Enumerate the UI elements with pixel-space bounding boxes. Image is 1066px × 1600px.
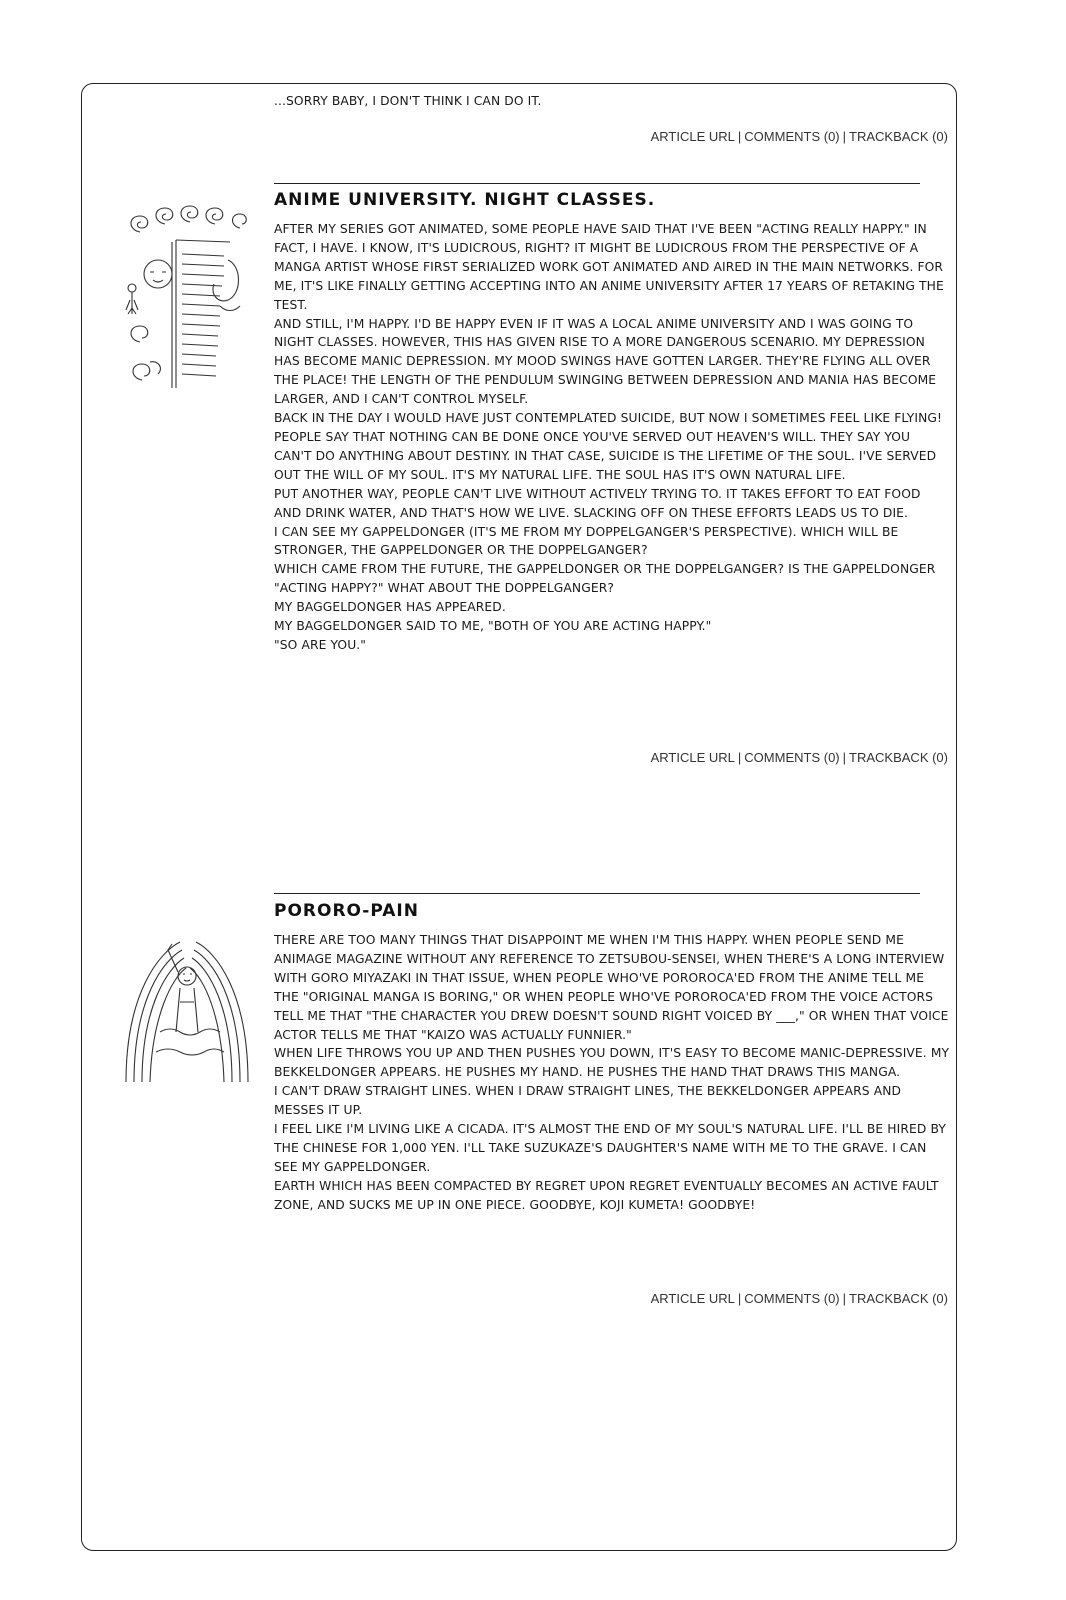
post-paragraph: WHICH CAME FROM THE FUTURE, THE GAPPELDONGER OR THE DOPPELGANGER? IS THE GAPPELDONGER "ACTING HAPPY?" WHAT ABOUT THE DOPPELGANGER? <box>274 562 936 596</box>
comments-link[interactable]: COMMENTS (0) <box>744 750 840 765</box>
post-divider <box>274 893 920 894</box>
meta-separator: | <box>842 129 847 144</box>
intro-line: ...SORRY BABY, I DON'T THINK I CAN DO IT. <box>274 94 542 108</box>
post-title[interactable]: ANIME UNIVERSITY. NIGHT CLASSES. <box>274 190 656 210</box>
trackback-link[interactable]: TRACKBACK (0) <box>849 750 948 765</box>
post-paragraph: "SO ARE YOU." <box>274 637 367 652</box>
post-meta-links <box>651 129 948 144</box>
post-paragraph: PEOPLE SAY THAT NOTHING CAN BE DONE ONCE YOU'VE SERVED OUT HEAVEN'S WILL. THEY SAY YOU CAN'T DO ANYTHING ABOUT DESTINY. IN THAT CASE, SUICIDE IS THE LIFETIME OF THE SOUL. I'VE SERVED OUT THE WILL OF MY SOUL. IT'S MY NATURAL LIFE. THE SOUL HAS IT'S OWN NATURAL LIFE. <box>274 429 937 482</box>
post-paragraph: MY BAGGELDONGER HAS APPEARED. <box>274 600 506 615</box>
post-paragraph: PUT ANOTHER WAY, PEOPLE CAN'T LIVE WITHOUT ACTIVELY TRYING TO. IT TAKES EFFORT TO EAT FOOD AND DRINK WATER, AND THAT'S HOW WE LIVE. SLACKING OFF ON THESE EFFORTS LEADS US TO DIE. <box>274 486 921 520</box>
post-paragraph: WHEN LIFE THROWS YOU UP AND THEN PUSHES YOU DOWN, IT'S EASY TO BECOME MANIC-DEPRESSIVE. MY BEKKELDONGER APPEARS. HE PUSHES MY HAND. HE PUSHES THE HAND THAT DRAWS THIS MANGA. <box>274 1046 950 1080</box>
post-paragraph: AND STILL, I'M HAPPY. I'D BE HAPPY EVEN IF IT WAS A LOCAL ANIME UNIVERSITY AND I WAS GOING TO NIGHT CLASSES. HOWEVER, THIS HAS GIVEN RISE TO A MORE DANGEROUS SCENARIO. MY DEPRESSION HAS BECOME MANIC DEPRESSION. MY MOOD SWINGS HAVE GOTTEN LARGER. THEY'RE FLYING ALL OVER THE PLACE! THE LENGTH OF THE PENDULUM SWINGING BETWEEN DEPRESSION AND MANIA HAS BECOME LARGER, AND I CAN'T CONTROL MYSELF. <box>274 316 937 407</box>
post-paragraph: BACK IN THE DAY I WOULD HAVE JUST CONTEMPLATED SUICIDE, BUT NOW I SOMETIMES FEEL LIKE FLYING! <box>274 411 943 426</box>
comments-link[interactable]: COMMENTS (0) <box>744 129 840 144</box>
post-paragraph: AFTER MY SERIES GOT ANIMATED, SOME PEOPLE HAVE SAID THAT I'VE BEEN "ACTING REALLY HAPPY." IN FACT, I HAVE. I KNOW, IT'S LUDICROUS, RIGHT? IT MIGHT BE LUDICROUS FROM THE PERSPECTIVE OF A MANGA ARTIST WHOSE FIRST SERIALIZED WORK GOT ANIMATED AND AIRED IN THE MAIN NETWORKS. FOR ME, IT'S LIKE FINALLY GETTING ACCEPTING INTO AN ANIME UNIVERSITY AFTER 17 YEARS OF RETAKING THE TEST. <box>274 222 944 312</box>
post-divider <box>274 183 920 184</box>
trackback-link[interactable]: TRACKBACK (0) <box>849 129 948 144</box>
sketch-illustration-night-classes <box>120 202 254 390</box>
comments-link[interactable]: COMMENTS (0) <box>744 1291 840 1306</box>
post-paragraph: MY BAGGELDONGER SAID TO ME, "BOTH OF YOU ARE ACTING HAPPY." <box>274 619 712 634</box>
post-title[interactable]: PORORO-PAIN <box>274 901 419 921</box>
post-meta-links <box>651 1291 948 1306</box>
post-paragraph: I CAN SEE MY GAPPELDONGER (IT'S ME FROM MY DOPPELGANGER'S PERSPECTIVE). WHICH WILL BE STRONGER, THE GAPPELDONGER OR THE DOPPELGANGER? <box>274 524 899 558</box>
article-url-link[interactable]: ARTICLE URL <box>650 1291 735 1306</box>
post-paragraph: THERE ARE TOO MANY THINGS THAT DISAPPOINT ME WHEN I'M THIS HAPPY. WHEN PEOPLE SEND ME ANIMAGE MAGAZINE WITHOUT ANY REFERENCE TO ZETSUBOU-SENSEI, WHEN THERE'S A LONG INTERVIEW WITH GORO MIYAZAKI IN THAT ISSUE, WHEN PEOPLE WHO'VE POROROCA'ED FROM THE ANIME TELL ME THE "ORIGINAL MANGA IS BORING," OR WHEN PEOPLE WHO'VE POROROCA'ED FROM THE VOICE ACTORS TELL ME THAT "THE CHARACTER YOU DREW DOESN'T SOUND RIGHT VOICED BY ___," OR WHEN THAT VOICE ACTOR TELLS ME THAT "KAIZO WAS ACTUALLY FUNNIER." <box>274 933 949 1042</box>
post-meta-links <box>651 750 948 765</box>
article-url-link[interactable]: ARTICLE URL <box>650 750 735 765</box>
article-url-link[interactable]: ARTICLE URL <box>650 129 735 144</box>
post-paragraph: EARTH WHICH HAS BEEN COMPACTED BY REGRET UPON REGRET EVENTUALLY BECOMES AN ACTIVE FAULT ZONE, AND SUCKS ME UP IN ONE PIECE. GOODBYE, KOJI KUMETA! GOODBYE! <box>274 1178 939 1212</box>
meta-separator: | <box>737 750 742 765</box>
meta-separator: | <box>737 129 742 144</box>
meta-separator: | <box>842 750 847 765</box>
post-paragraph: I FEEL LIKE I'M LIVING LIKE A CICADA. IT'S ALMOST THE END OF MY SOUL'S NATURAL LIFE. I'LL BE HIRED BY THE CHINESE FOR 1,000 YEN. I'LL TAKE SUZUKAZE'S DAUGHTER'S NAME WITH ME TO THE GRAVE. I CAN SEE MY GAPPELDONGER. <box>274 1122 946 1174</box>
meta-separator: | <box>842 1291 847 1306</box>
meta-separator: | <box>737 1291 742 1306</box>
trackback-link[interactable]: TRACKBACK (0) <box>849 1291 948 1306</box>
sketch-illustration-pororo-pain <box>120 932 254 1090</box>
post-body <box>274 931 950 1215</box>
post-body <box>274 220 950 655</box>
post-paragraph: I CAN'T DRAW STRAIGHT LINES. WHEN I DRAW STRAIGHT LINES, THE BEKKELDONGER APPEARS AND MESSES IT UP. <box>274 1084 902 1118</box>
